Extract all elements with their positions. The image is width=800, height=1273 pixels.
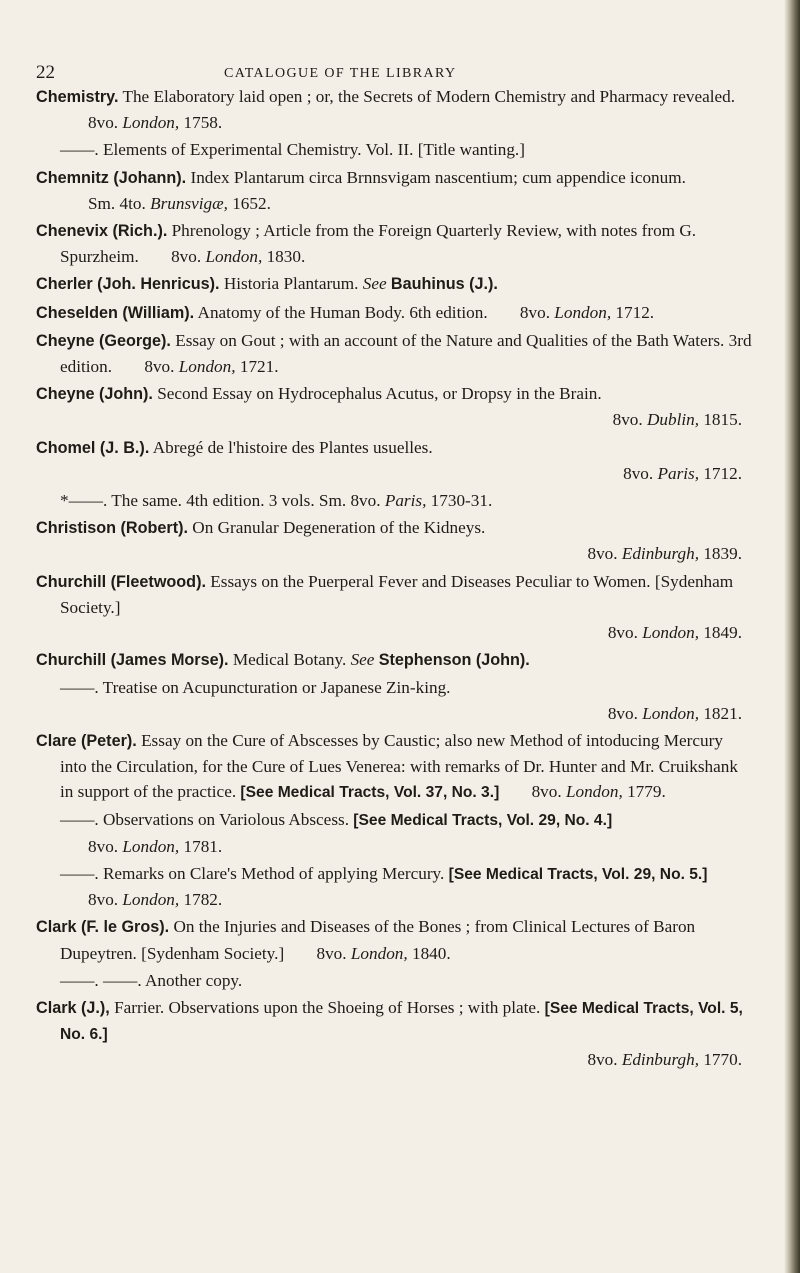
entry-heading: ——. ——. [60, 970, 142, 990]
catalogue-entry [36, 995, 752, 1073]
entry-title: Abregé de l'histoire des Plantes usuelles. [152, 437, 433, 457]
entry-heading: Chomel (J. B.). [36, 438, 150, 457]
entry-imprint: 8vo. London, 1821. [607, 703, 742, 723]
entry-imprint: 8vo. Paris, 1712. [623, 463, 742, 483]
entry-heading: Cheselden (William). [36, 303, 195, 322]
entry-heading: Chenevix (Rich.). [36, 222, 168, 241]
see-label: See [362, 274, 387, 294]
entry-imprint: 8vo. Dublin, 1815. [612, 410, 742, 430]
catalogue-entry [36, 137, 752, 162]
entry-title: Historia Plantarum. [223, 274, 359, 294]
entry-title: Index Plantarum circa Brnnsvigam nascentium; cum appendice iconum. [190, 167, 686, 187]
entry-title: Essay on the Cure of Abscesses by Caustic; also new Method of intoducing Mercury into the Circulation, for the Cure of Lues Venerea: with remarks of Dr. Hunter and Mr. Cruikshank in support of the practice. [60, 730, 738, 802]
catalogue-entry [36, 271, 752, 297]
entry-heading: Clare (Peter). [36, 731, 137, 750]
entry-heading: ——. [60, 810, 99, 830]
catalogue-entry [36, 728, 752, 806]
entry-heading: Cheyne (George). [36, 331, 171, 350]
entry-title: Essays on the Puerperal Fever and Diseases Peculiar to Women. [Sydenham Society.] [60, 571, 734, 617]
catalogue-entry [36, 914, 752, 965]
entry-imprint: 8vo. Edinburgh, 1839. [587, 544, 742, 564]
entry-imprint: 8vo. London, 1712. [519, 302, 655, 322]
tract-reference: [See Medical Tracts, Vol. 29, No. 4.] [353, 812, 613, 830]
tract-reference: [See Medical Tracts, Vol. 29, No. 5.] [448, 865, 708, 883]
entry-title: Essay on Gout ; with an account of the Nature and Qualities of the Bath Waters. 3rd edition. [60, 330, 752, 377]
catalogue-entry [36, 300, 752, 326]
catalogue-body [36, 84, 752, 1075]
catalogue-entry [36, 218, 752, 269]
entry-title: On Granular Degeneration of the Kidneys. [192, 518, 486, 538]
entry-imprint: 8vo. Edinburgh, 1770. [587, 1050, 742, 1070]
entry-heading: Christison (Robert). [36, 519, 188, 538]
entry-heading: Chemistry. [36, 88, 119, 106]
entry-title: Elements of Experimental Chemistry. Vol. II. [Title wanting.] [102, 140, 525, 160]
entry-imprint: Sm. 8vo. Paris, 1730-31. [318, 491, 493, 511]
entry-title: Remarks on Clare's Method of applying Mercury. [102, 863, 445, 883]
entry-title: Anatomy of the Human Body. 6th edition. [197, 302, 488, 322]
page-number: 22 [36, 62, 55, 83]
catalogue-entry [36, 165, 752, 216]
entry-title: The Elaboratory laid open ; or, the Secrets of Modern Chemistry and Pharmacy revealed. [122, 87, 736, 106]
entry-title: Medical Botany. [232, 650, 347, 670]
entry-title: Another copy. [145, 970, 243, 990]
entry-heading: Chemnitz (Johann). [36, 168, 187, 187]
catalogue-entry [36, 84, 752, 135]
entry-title: Observations on Variolous Abscess. [102, 810, 349, 830]
entry-title: Second Essay on Hydrocephalus Acutus, or Dropsy in the Brain. [157, 384, 602, 404]
catalogue-entry [36, 647, 752, 673]
catalogue-entry [36, 861, 752, 912]
entry-heading: Churchill (Fleetwood). [36, 572, 206, 591]
entry-title: On the Injuries and Diseases of the Bones ; from Clinical Lectures of Baron Dupeytren. [Sydenham Society.] [60, 917, 696, 963]
catalogue-entry [36, 569, 752, 646]
entry-heading: ——. [60, 863, 99, 883]
tract-reference: [See Medical Tracts, Vol. 5, No. 6.] [60, 999, 743, 1044]
entry-heading: Clark (F. le Gros). [36, 918, 170, 937]
entry-title: The same. 4th edition. 3 vols. [111, 491, 315, 511]
entry-imprint: 8vo. London, 1758. [88, 113, 223, 133]
entry-heading: Churchill (James Morse). [36, 651, 229, 670]
entry-title: Phrenology ; Article from the Foreign Quarterly Review, with notes from G. Spurzheim. [60, 221, 697, 267]
entry-title: Treatise on Acupuncturation or Japanese Zin-king. [102, 678, 451, 698]
catalogue-entry [36, 515, 752, 566]
entry-imprint: 8vo. London, 1849. [607, 623, 742, 643]
entry-heading: Cheyne (John). [36, 385, 153, 404]
page-edge-shadow [784, 0, 800, 1273]
catalogue-entry [36, 435, 752, 486]
running-title: CATALOGUE OF THE LIBRARY [224, 66, 457, 81]
see-reference: Stephenson (John). [378, 651, 530, 670]
entry-heading: Cherler (Joh. Henricus). [36, 275, 220, 294]
entry-title: Farrier. Observations upon the Shoeing of Horses ; with plate. [114, 997, 541, 1017]
entry-imprint: 8vo. London, 1721. [144, 357, 279, 377]
catalogue-entry [36, 328, 752, 379]
catalogue-entry [36, 807, 752, 858]
see-reference: Bauhinus (J.). [390, 275, 498, 294]
catalogue-entry [36, 675, 752, 725]
entry-imprint: Sm. 4to. Brunsvigæ, 1652. [88, 193, 271, 213]
entry-heading: ——. [60, 140, 99, 160]
entry-heading: Clark (J.), [36, 998, 110, 1017]
entry-imprint: 8vo. London, 1830. [171, 247, 306, 267]
tract-reference: [See Medical Tracts, Vol. 37, No. 3.] [240, 784, 500, 802]
entry-heading: *——. [60, 491, 108, 511]
see-label: See [350, 650, 375, 670]
entry-imprint: 8vo. London, 1781. [88, 836, 223, 856]
entry-heading: ——. [60, 678, 99, 698]
catalogue-entry [36, 488, 752, 513]
entry-imprint: 8vo. London, 1779. [531, 782, 666, 802]
entry-imprint: 8vo. London, 1782. [88, 890, 223, 910]
catalogue-entry [36, 968, 752, 993]
entry-imprint: 8vo. London, 1840. [316, 943, 451, 963]
catalogue-entry [36, 381, 752, 432]
